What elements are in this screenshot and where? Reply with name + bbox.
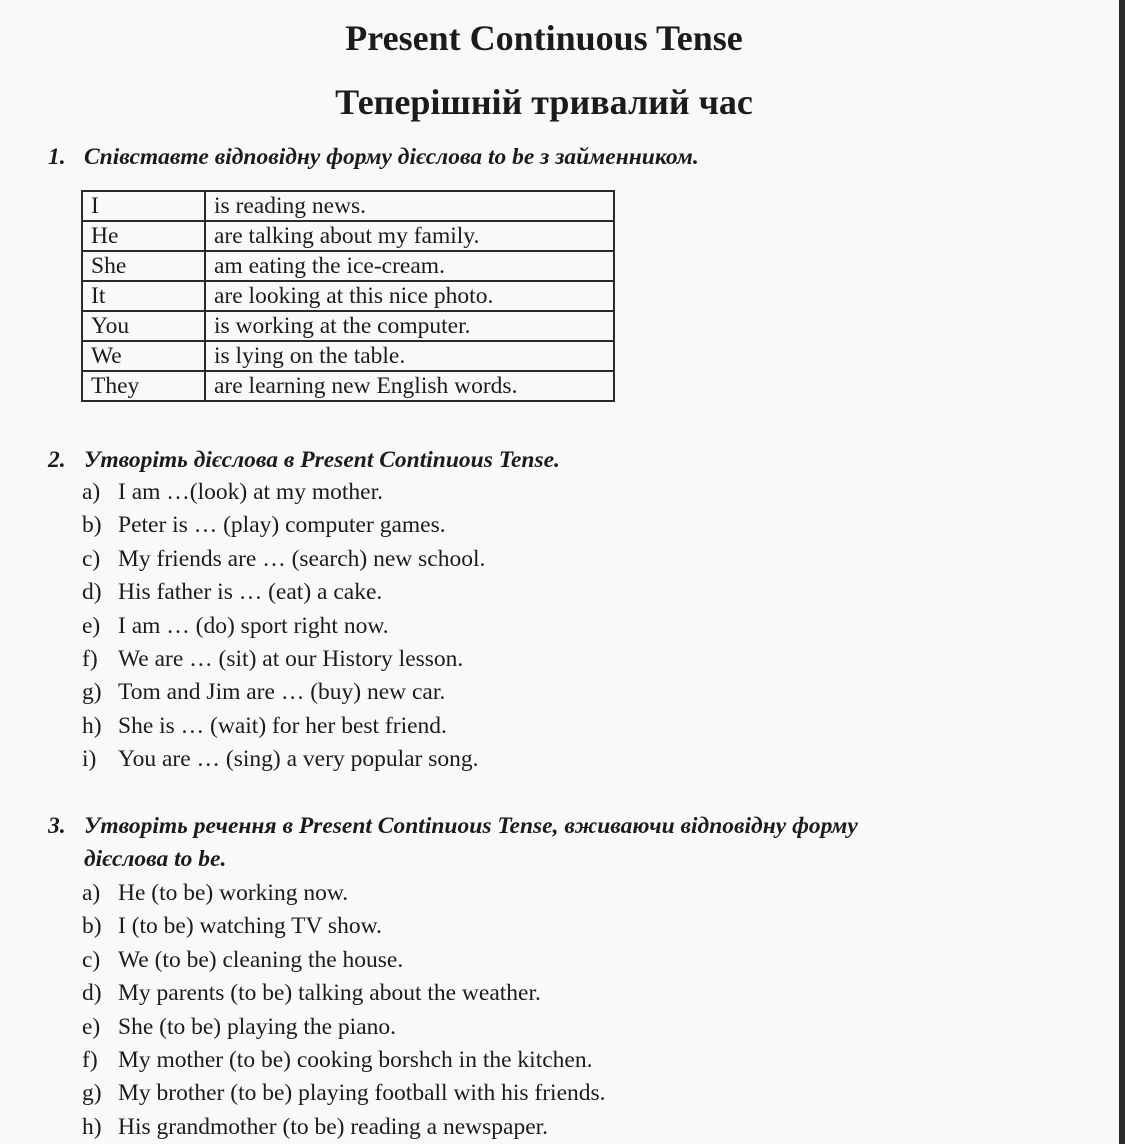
item-text: You are … (sing) a very popular song. xyxy=(118,746,479,773)
item-text: My brother (to be) playing football with his friends. xyxy=(118,1080,606,1107)
pronoun-cell: It xyxy=(82,281,205,311)
item-text: She is … (wait) for her best friend. xyxy=(118,712,447,739)
item-text: My parents (to be) talking about the weather. xyxy=(118,980,541,1007)
list-item xyxy=(82,509,485,542)
item-letter: g) xyxy=(82,679,102,706)
item-letter: f) xyxy=(82,1046,98,1073)
item-text: My mother (to be) cooking borshch in the kitchen. xyxy=(118,1046,593,1073)
table-row xyxy=(82,221,614,251)
table-row xyxy=(82,311,614,341)
list-item xyxy=(82,676,485,709)
item-letter: d) xyxy=(82,980,102,1007)
phrase-cell: are learning new English words. xyxy=(205,371,614,401)
task3-list xyxy=(82,877,606,1144)
phrase-cell: is lying on the table. xyxy=(205,341,614,371)
item-text: I (to be) watching TV show. xyxy=(118,913,382,940)
item-text: I am …(look) at my mother. xyxy=(118,479,383,505)
item-text: Peter is … (play) computer games. xyxy=(118,512,446,539)
item-letter: f) xyxy=(82,645,98,672)
phrase-cell: are talking about my family. xyxy=(205,221,614,251)
list-item xyxy=(82,743,485,776)
item-text: He (to be) working now. xyxy=(118,880,349,906)
task2-heading xyxy=(48,444,560,477)
list-item xyxy=(82,977,606,1010)
table-row xyxy=(82,281,614,311)
task3-instruction-line1: Утворіть речення в Present Continuous Tense, вживаючи відповідну форму xyxy=(84,813,858,839)
pronoun-cell: She xyxy=(82,251,205,281)
pronoun-cell: They xyxy=(82,371,205,401)
list-item xyxy=(82,910,606,943)
task3-number: 3. xyxy=(48,813,66,839)
list-item xyxy=(82,1044,606,1077)
item-text: Tom and Jim are … (buy) new car. xyxy=(118,679,446,706)
task1-instruction: Співставте відповідну форму дієслова to be з займенником. xyxy=(84,144,699,170)
item-text: We are … (sit) at our History lesson. xyxy=(118,645,464,672)
pronoun-cell: We xyxy=(82,341,205,371)
item-letter: a) xyxy=(82,479,101,505)
list-item xyxy=(82,944,606,977)
item-text: His father is … (eat) a cake. xyxy=(118,579,383,606)
pronoun-cell: I xyxy=(82,191,205,221)
item-text: I am … (do) sport right now. xyxy=(118,612,389,639)
list-item xyxy=(82,1077,606,1110)
task2-list xyxy=(82,476,485,777)
list-item xyxy=(82,877,606,910)
list-item xyxy=(82,576,485,609)
title-english: Present Continuous Tense xyxy=(345,18,743,58)
table-row xyxy=(82,251,614,281)
item-text: My friends are … (search) new school. xyxy=(118,545,486,572)
task2-instruction: Утворіть дієслова в Present Continuous Tense. xyxy=(84,447,560,473)
phrase-cell: is working at the computer. xyxy=(205,311,614,341)
page-edge-border xyxy=(1119,0,1125,1144)
phrase-cell: am eating the ice-cream. xyxy=(205,251,614,281)
item-letter: d) xyxy=(82,579,102,606)
list-item xyxy=(82,476,485,509)
list-item xyxy=(82,643,485,676)
list-item xyxy=(82,1111,606,1144)
task2-number: 2. xyxy=(48,447,66,473)
title-ukrainian: Теперішній тривалий час xyxy=(335,82,753,122)
phrase-cell: are looking at this nice photo. xyxy=(205,281,614,311)
matching-table xyxy=(81,190,615,402)
list-item xyxy=(82,543,485,576)
item-letter: b) xyxy=(82,913,102,940)
task1-heading xyxy=(48,141,699,174)
list-item xyxy=(82,1011,606,1044)
item-letter: c) xyxy=(82,545,101,572)
item-letter: g) xyxy=(82,1080,102,1107)
pronoun-cell: You xyxy=(82,311,205,341)
list-item xyxy=(82,710,485,743)
item-letter: h) xyxy=(82,712,102,739)
list-item xyxy=(82,610,485,643)
table-row xyxy=(82,371,614,401)
task3-heading xyxy=(48,810,858,876)
item-letter: i) xyxy=(82,746,97,773)
table-row xyxy=(82,191,614,221)
item-letter: e) xyxy=(82,1013,101,1040)
pronoun-cell: He xyxy=(82,221,205,251)
item-text: We (to be) cleaning the house. xyxy=(118,946,404,973)
task1-number: 1. xyxy=(48,144,66,170)
item-text: His grandmother (to be) reading a newspaper. xyxy=(118,1113,549,1140)
item-letter: h) xyxy=(82,1113,102,1140)
table-row xyxy=(82,341,614,371)
phrase-cell: is reading news. xyxy=(205,191,614,221)
item-text: She (to be) playing the piano. xyxy=(118,1013,397,1040)
item-letter: a) xyxy=(82,880,101,906)
item-letter: e) xyxy=(82,612,101,639)
task3-instruction-line2: дієслова to be. xyxy=(84,846,227,872)
item-letter: c) xyxy=(82,946,101,973)
item-letter: b) xyxy=(82,512,102,539)
